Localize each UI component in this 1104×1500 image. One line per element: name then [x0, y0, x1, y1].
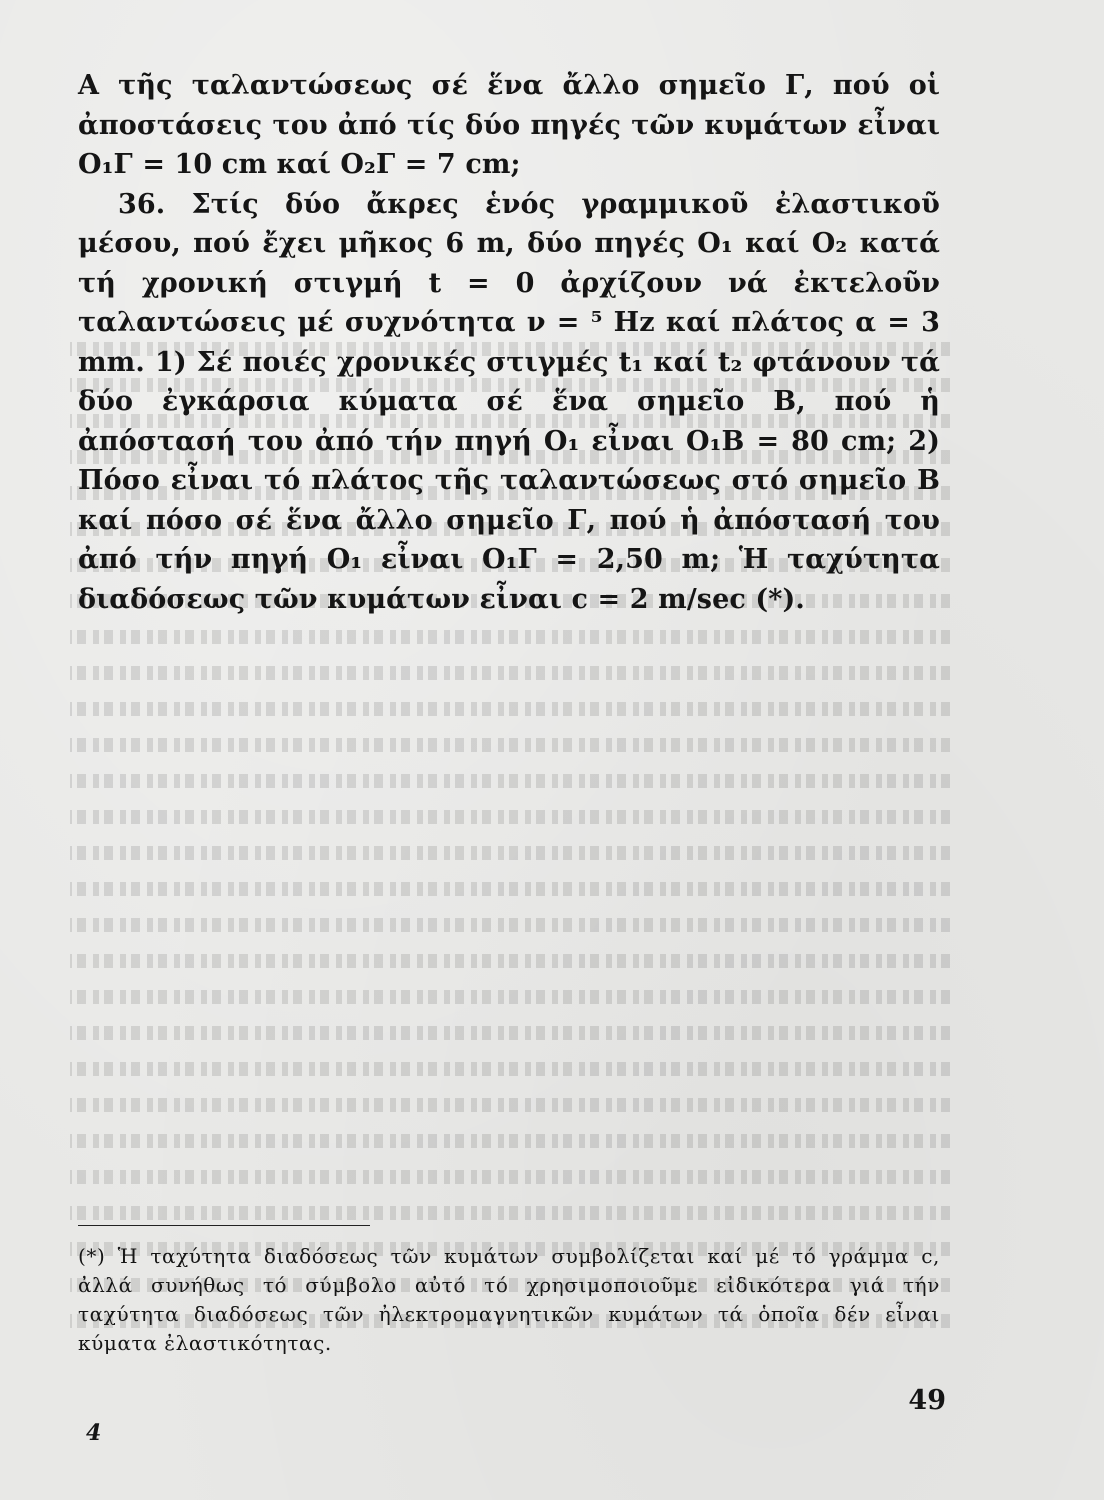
page-number: 49 — [908, 1385, 946, 1416]
signature-mark: 4 — [86, 1420, 102, 1446]
exercise-36: 36. Στίς δύο ἄκρες ἑνός γραμμικοῦ ἐλαστικοῦ μέσου, πού ἔχει μῆκος 6 m, δύο πηγές O₁ καί O₂ κατά τή χρονική στιγμή t = 0 ἀρχίζουν νά ἐκτελοῦν ταλαντώσεις μέ συχνότητα ν = ⁵ Hz καί πλάτος α = 3 mm. 1) Σέ ποιές χρονικές στιγμές t₁ καί t₂ φτάνουν τά δύο ἐγκάρσια κύματα σέ ἕνα σημεῖο Β, πού ἡ ἀπόστασή του ἀπό τήν πηγή O₁ εἶναι O₁B = 80 cm; 2) Πόσο εἶναι τό πλάτος τῆς ταλαντώσεως στό σημεῖο Β καί πόσο σέ ἕνα ἄλλο σημεῖο Γ, πού ἡ ἀπόστασή του ἀπό τήν πηγή O₁ εἶναι O₁Γ = 2,50 m; Ἡ ταχύτητα διαδόσεως τῶν κυμάτων εἶναι c = 2 m/sec (*). — [78, 188, 940, 615]
footnote: (*) Ἡ ταχύτητα διαδόσεως τῶν κυμάτων συμβολίζεται καί μέ τό γράμμα c, ἀλλά συνήθως τό σύμβολο αὐτό τό χρησιμοποιοῦμε εἰδικότερα γιά τήν ταχύτητα διαδόσεως τῶν ἠλεκτρομαγνητικῶν κυμάτων τά ὁποῖα δέν εἶναι κύματα ἐλαστικότητας. — [78, 1244, 940, 1355]
footnote-rule — [78, 1225, 370, 1226]
main-text — [78, 66, 940, 619]
paragraph-continuation: Α τῆς ταλαντώσεως σέ ἕνα ἄλλο σημεῖο Γ, πού οἱ ἀποστάσεις του ἀπό τίς δύο πηγές τῶν κυμάτων εἶναι O₁Γ = 10 cm καί O₂Γ = 7 cm; — [78, 70, 940, 180]
